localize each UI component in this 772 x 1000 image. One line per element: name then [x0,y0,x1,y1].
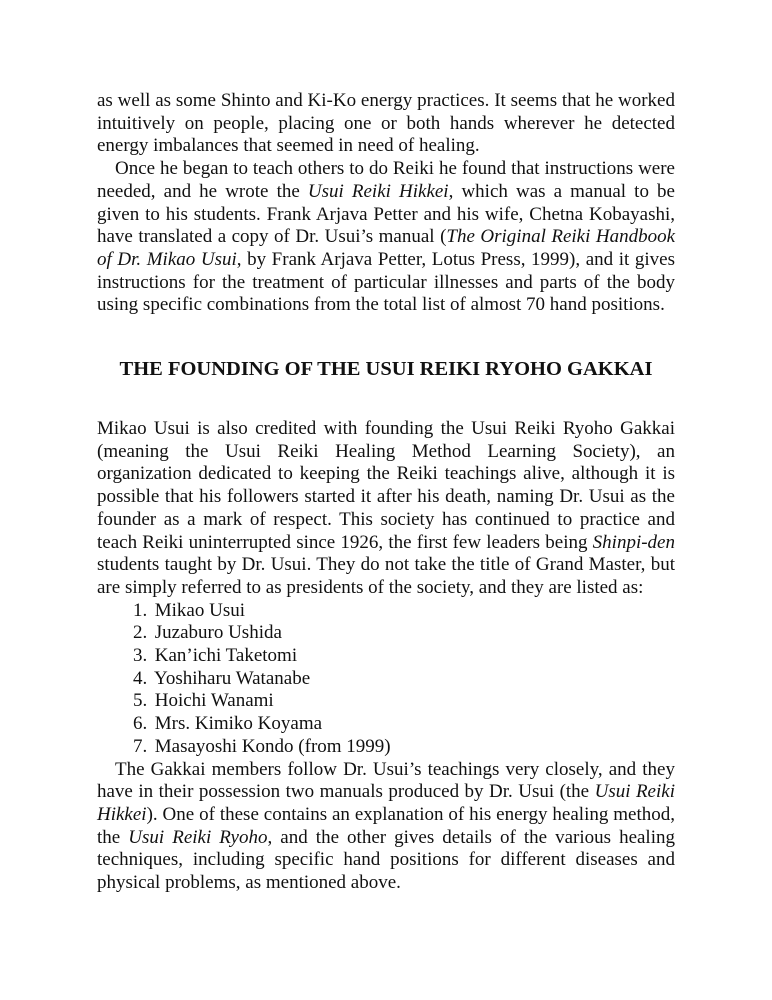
president-name: Hoichi Wanami [154,690,274,712]
book-title: Usui Reiki Ryoho [128,826,268,848]
list-item [97,668,675,691]
president-name: Mrs. Kimiko Koyama [154,713,323,735]
list-item [97,690,675,713]
president-name: Yoshiharu Watanabe [154,667,311,689]
italic-term: Shinpi-den [592,531,675,553]
president-name: Juzaburo Ushida [154,622,282,644]
text-run: students taught by Dr. Usui. They do not take the title of Grand Master, but are simply referred to as presidents of the society, and they are listed as: [97,554,675,598]
book-title: Usui Reiki Hikkei [307,180,449,202]
paragraph-gakkai [97,418,675,600]
list-number: 6. [133,713,148,735]
text-run: The Gakkai members follow Dr. Usui’s teachings very closely, and they have in their possession two manuals produced by Dr. Usui (the [97,758,675,803]
list-item [97,736,675,759]
president-name: Kan’ichi Taketomi [154,645,298,667]
text-run: Mikao Usui is also credited with founding the Usui Reiki Ryoho Gakkai (meaning the Usui Reiki Healing Method Learning Society), an organization dedicated to keeping the Reiki teachings alive, although it is possible that his followers started it after his death, naming Dr. Usui as the founder as a mark of respect. This society has continued to practice and teach Reiki uninterrupted since 1926, the first few leaders being [97,418,675,553]
book-title: Usui Reiki Hikkei [97,781,675,825]
page-content [97,90,675,895]
list-item [97,713,675,736]
list-number: 5. [133,690,148,712]
president-name: Masayoshi Kondo (from 1999) [154,735,391,757]
list-number: 1. [133,599,148,621]
text-run: , which was a manual to be given to his students. Frank Arjava Petter and his wife, Chetna Kobayashi, have translated a copy of Dr. Usui’s manual ( [97,180,675,248]
text-run: ). One of these contains an explanation of his energy healing method, the [97,803,675,848]
list-number: 4. [133,667,148,689]
section-heading: THE FOUNDING OF THE USUI REIKI RYOHO GAKKAI [119,358,653,381]
text-run: , and the other gives details of the various healing techniques, including specific hand positions for different diseases and physical problems, as mentioned above. [97,826,675,894]
paragraph-manuals [97,759,675,895]
text-run: , by Frank Arjava Petter, Lotus Press, 1999), and it gives instructions for the treatment of particular illnesses and parts of the body using specific combinations from the total list of almost 70 hand positions. [97,248,675,316]
list-number: 3. [133,645,148,667]
list-number: 2. [133,622,148,644]
list-item [97,622,675,645]
text-run: Once he began to teach others to do Reiki he found that instructions were needed, and he wrote the [97,158,675,202]
book-title: The Original Reiki Handbook of Dr. Mikao Usui [97,226,676,270]
list-number: 7. [133,735,148,757]
presidents-list [97,600,675,759]
president-name: Mikao Usui [154,599,245,621]
paragraph-intro: as well as some Shinto and Ki-Ko energy practices. It seems that he worked intuitively on people, placing one or both hands wherever he detected energy imbalances that seemed in need of healing. [97,90,675,157]
list-item [97,645,675,668]
list-item [97,600,675,623]
paragraph-hikkei [97,158,675,317]
